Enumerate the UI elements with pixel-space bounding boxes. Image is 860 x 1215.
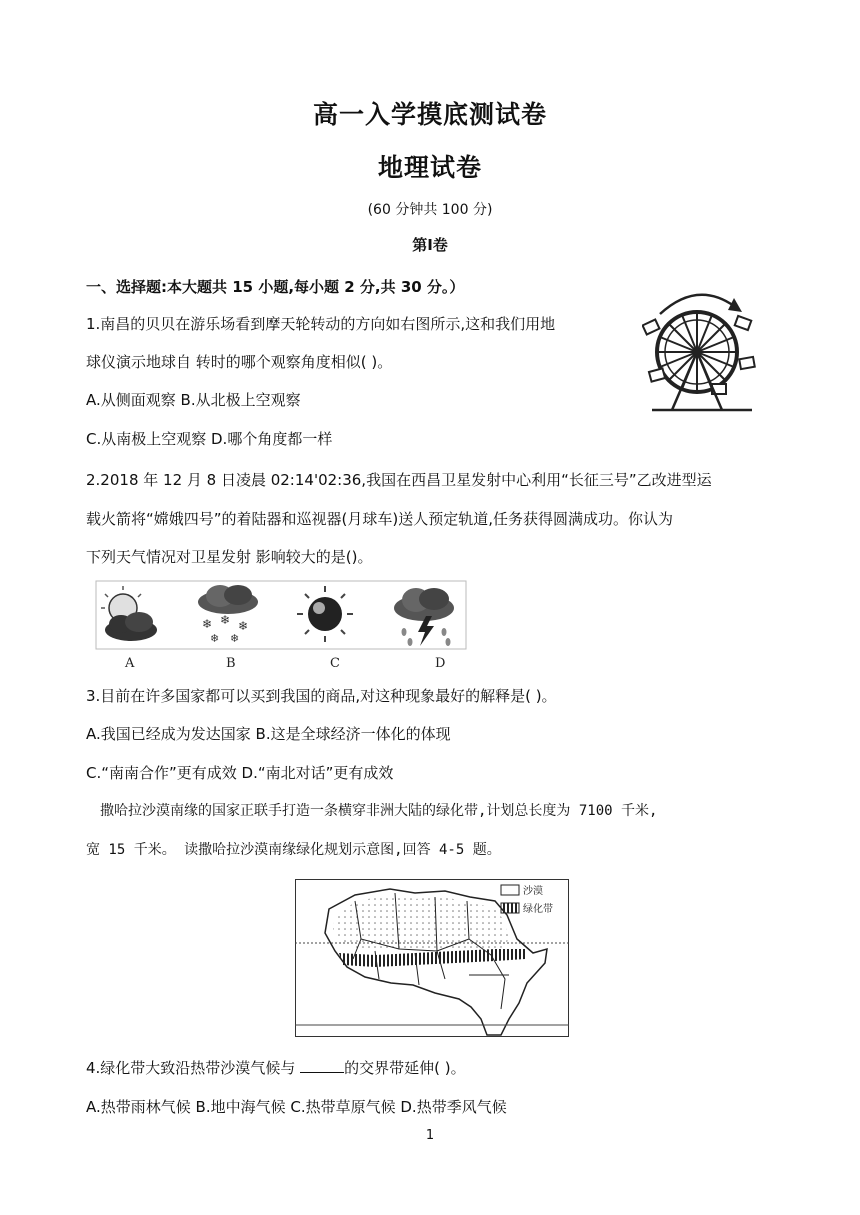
svg-text:❄: ❄ [202,617,213,631]
sun-icon [297,586,353,642]
section-heading: 一、选择题:本大题共 15 小题,每小题 2 分,共 30 分。） [86,278,465,296]
legend-greenbelt-label: 绿化带 [523,904,553,915]
snow-cloud-icon [198,585,258,645]
partly-cloudy-icon [101,586,157,641]
passage-line2: 宽 15 千米。 读撒哈拉沙漠南缘绿化规划示意图,回答 4-5 题。 [86,842,501,858]
q1-stem-line1: 1.南昌的贝贝在游乐场看到摩天轮转动的方向如右图所示,这和我们用地 [86,315,556,333]
svg-text:❄: ❄ [238,619,249,633]
page-number: 1 [425,1128,435,1143]
weather-label-c: C [330,656,340,671]
q3-stem: 3.目前在许多国家都可以买到我国的商品,对这种现象最好的解释是( )。 [86,687,557,705]
exam-subject: 地理试卷 [377,153,482,182]
q3-options-ab: A.我国已经成为发达国家 B.这是全球经济一体化的体现 [86,725,451,743]
q1-options-cd: C.从南极上空观察 D.哪个角度都一样 [86,430,333,448]
q4-stem-pre: 4.绿化带大致沿热带沙漠气候与 [86,1059,301,1077]
q2-stem-line1: 2.2018 年 12 月 8 日凌晨 02:14'02:36,我国在西昌卫星发射中心利用“长征三号”乙改进型运 [86,471,712,489]
thunderstorm-icon [394,588,454,646]
exam-time-score: (60 分钟共 100 分) [367,202,493,218]
weather-label-a: A [125,656,135,671]
exam-title: 高一入学摸底测试卷 [312,100,547,129]
svg-text:❄: ❄ [220,613,231,627]
weather-label-d: D [435,656,446,671]
q4-options: A.热带雨林气候 B.地中海气候 C.热带草原气候 D.热带季风气候 [86,1098,507,1116]
q3-options-cd: C.“南南合作”更有成效 D.“南北对话”更有成效 [86,764,394,782]
passage-line1: 撒哈拉沙漠南缘的国家正联手打造一条横穿非洲大陆的绿化带,计划总长度为 7100 千米, [100,803,658,819]
legend-desert-label: 沙漠 [523,886,543,897]
exam-volume: 第Ⅰ卷 [412,236,448,254]
q4-stem [86,1058,466,1078]
africa-greenbelt-map [295,879,569,1037]
svg-text:❄: ❄ [230,632,240,645]
legend-greenbelt-swatch [501,903,519,913]
q1-stem-line2: 球仪演示地球自 转时的哪个观察角度相似( )。 [86,353,393,371]
weather-label-b: B [226,656,236,671]
q2-stem-line2: 载火箭将“嫦娥四号”的着陆器和巡视器(月球车)送人预定轨道,任务获得圆满成功。你认为 [86,510,674,528]
weather-options-figure [95,580,467,672]
ferris-wheel-figure [642,284,762,414]
q4-stem-post: 的交界带延伸( )。 [344,1059,466,1077]
legend-desert-swatch [501,885,519,895]
q2-stem-line3: 下列天气情况对卫星发射 影响较大的是()。 [86,548,373,566]
q1-options-ab: A.从侧面观察 B.从北极上空观察 [86,391,301,409]
q4-blank [300,1058,344,1073]
svg-text:❄: ❄ [210,632,220,645]
